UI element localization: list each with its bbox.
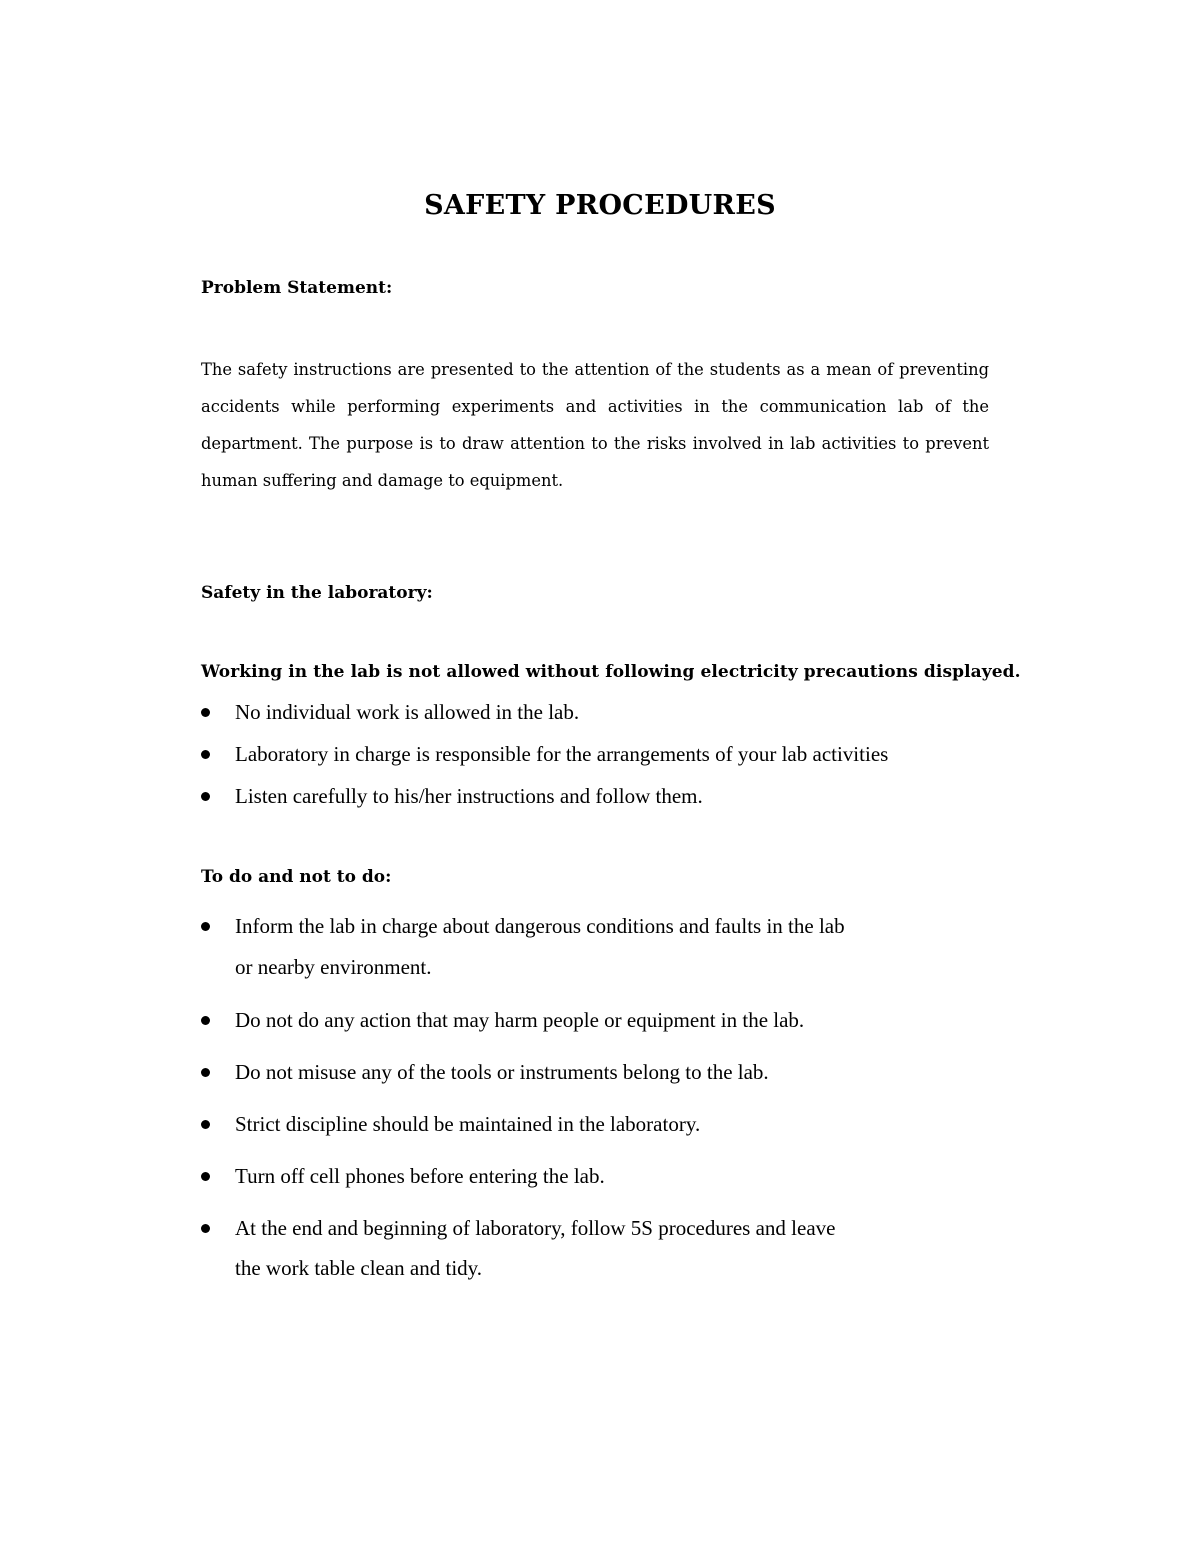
bullet-dot xyxy=(201,1172,210,1181)
list-item-text: No individual work is allowed in the lab. xyxy=(235,700,580,724)
list-item-text-continued: or nearby environment. xyxy=(235,955,432,979)
bullet-dot xyxy=(201,1120,210,1129)
list-item-text: At the end and beginning of laboratory, follow 5S procedures and leave xyxy=(235,1216,836,1240)
list-item-text: Listen carefully to his/her instructions and follow them. xyxy=(235,784,703,808)
safety-subheading: Working in the lab is not allowed without following electricity precautions displayed. xyxy=(201,662,1021,682)
list-item-text: Do not do any action that may harm people or equipment in the lab. xyxy=(235,1008,805,1032)
problem-statement-heading: Problem Statement: xyxy=(201,278,393,298)
bullet-dot xyxy=(201,1224,210,1233)
list-item-text-continued: the work table clean and tidy. xyxy=(235,1256,483,1280)
list-item-text: Turn off cell phones before entering the lab. xyxy=(235,1164,605,1188)
bullet-dot xyxy=(201,1068,210,1077)
list-item-text: Laboratory in charge is responsible for the arrangements of your lab activities xyxy=(235,742,889,766)
document-title: SAFETY PROCEDURES xyxy=(424,190,776,221)
safety-heading: Safety in the laboratory: xyxy=(201,583,433,603)
list-item-text: Do not misuse any of the tools or instruments belong to the lab. xyxy=(235,1060,769,1084)
bullet-dot xyxy=(201,922,210,931)
bullet-dot xyxy=(201,792,210,801)
bullet-dot xyxy=(201,708,210,717)
dos-heading: To do and not to do: xyxy=(201,867,392,887)
bullet-dot xyxy=(201,750,210,759)
problem-statement-text: The safety instructions are presented to the attention of the students as a mean of preventing accidents while performing experiments and activities in the communication lab of the department. The purpose is to draw attention to the risks involved in lab activities to prevent human suffering and damage to equipment. xyxy=(201,360,989,490)
list-item-text: Strict discipline should be maintained in the laboratory. xyxy=(235,1112,701,1136)
bullet-dot xyxy=(201,1016,210,1025)
list-item-text: Inform the lab in charge about dangerous conditions and faults in the lab xyxy=(235,914,845,938)
